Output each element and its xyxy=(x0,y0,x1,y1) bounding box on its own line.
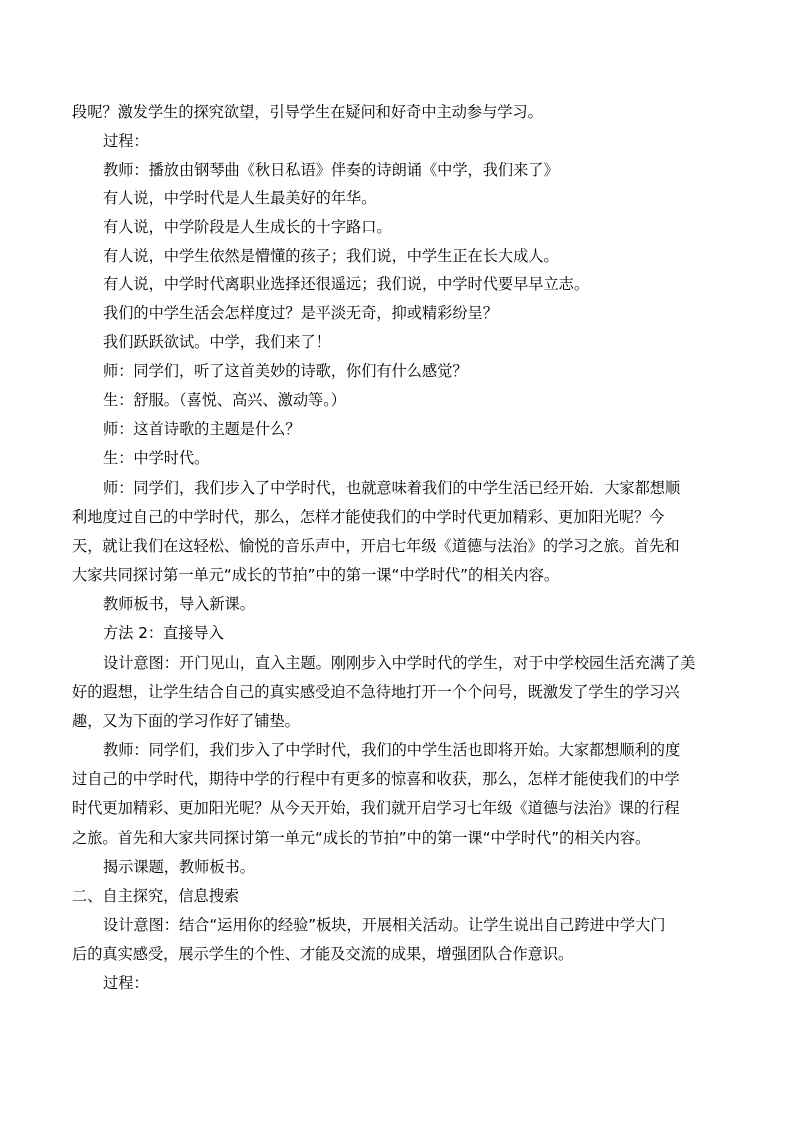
section-heading: 二、自主探究，信息搜索 xyxy=(72,887,240,905)
paragraph-line: 师：同学们，听了这首美妙的诗歌，你们有什么感觉？ xyxy=(103,362,468,380)
paragraph-line: 后的真实感受，展示学生的个性、才能及交流的成果，增强团队合作意识。 xyxy=(72,945,574,963)
paragraph-line: 教师：同学们，我们步入了中学时代，我们的中学生活也即将开始。大家都想顺利的度 xyxy=(103,741,681,759)
paragraph-line: 段呢？激发学生的探究欲望，引导学生在疑问和好奇中主动参与学习。 xyxy=(72,103,543,121)
paragraph-line: 设计意图：结合“运用你的经验”板块，开展相关活动。让学生说出自己跨进中学大门 xyxy=(103,916,666,934)
paragraph-line: 教师板书，导入新课。 xyxy=(103,595,255,613)
paragraph-line: 有人说，中学时代离职业选择还很遥远；我们说，中学时代要早早立志。 xyxy=(103,275,589,293)
paragraph-line: 过自己的中学时代，期待中学的行程中有更多的惊喜和收获，那么，怎样才能使我们的中学 xyxy=(72,770,680,788)
paragraph-line: 教师：播放由钢琴曲《秋日私语》伴奏的诗朗诵《中学，我们来了》 xyxy=(103,161,559,179)
paragraph-line: 有人说，中学时代是人生最美好的年华。 xyxy=(103,189,377,207)
paragraph-line: 大家共同探讨第一单元“成长的节拍”中的第一课“中学时代”的相关内容。 xyxy=(72,566,560,584)
paragraph-line: 过程： xyxy=(103,132,149,150)
paragraph-line: 生：舒服。（喜悦、高兴、激动等。） xyxy=(103,391,346,409)
paragraph-line: 利地度过自己的中学时代，那么，怎样才能使我们的中学时代更加精彩、更加阳光呢？今 xyxy=(72,508,665,526)
paragraph-line: 设计意图：开门见山，直入主题。刚刚步入中学时代的学生，对于中学校园生活充满了美 xyxy=(103,654,696,672)
paragraph-line: 揭示课题，教师板书。 xyxy=(103,858,255,876)
paragraph-line: 我们跃跃欲试。中学，我们来了！ xyxy=(103,333,331,351)
paragraph-line: 我们的中学生活会怎样度过？是平淡无奇，抑或精彩纷呈？ xyxy=(103,304,498,322)
paragraph-line: 天，就让我们在这轻松、愉悦的音乐声中，开启七年级《道德与法治》的学习之旅。首先和 xyxy=(72,537,680,555)
paragraph-line: 有人说，中学生依然是懵懂的孩子；我们说，中学生正在长大成人。 xyxy=(103,247,559,265)
paragraph-line: 趣，又为下面的学习作好了铺垫。 xyxy=(72,712,300,730)
paragraph-line: 好的遐想，让学生结合自己的真实感受迫不急待地打开一个个问号，既激发了学生的学习兴 xyxy=(72,683,680,701)
paragraph-line: 师：这首诗歌的主题是什么？ xyxy=(103,420,301,438)
paragraph-line: 时代更加精彩、更加阳光呢？从今天开始，我们就开启学习七年级《道德与法治》课的行程 xyxy=(72,799,680,817)
paragraph-line: 生：中学时代。 xyxy=(103,449,210,467)
paragraph-line: 师：同学们，我们步入了中学时代，也就意味着我们的中学生活已经开始．大家都想顺 xyxy=(103,479,681,497)
paragraph-line: 之旅。首先和大家共同探讨第一单元“成长的节拍”中的第一课“中学时代”的相关内容。 xyxy=(72,829,651,847)
paragraph-line: 有人说，中学阶段是人生成长的十字路口。 xyxy=(103,218,392,236)
paragraph-line: 方法 2：直接导入 xyxy=(103,624,224,642)
paragraph-line: 过程： xyxy=(103,974,149,992)
